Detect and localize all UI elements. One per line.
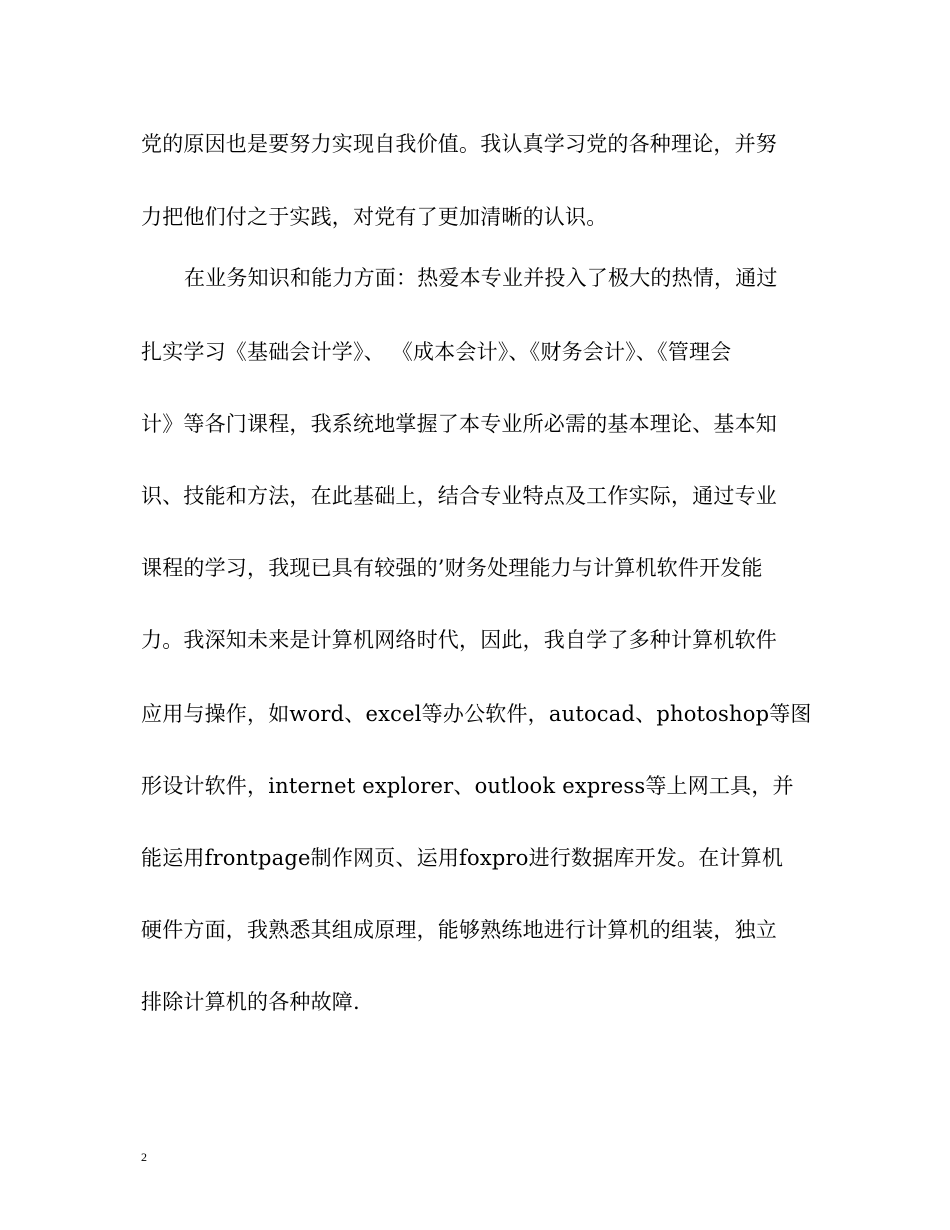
text-line: 力把他们付之于实践，对党有了更加清晰的认识。 xyxy=(141,205,608,229)
text-line: 形设计软件，internet explorer、outlook express等上网工具，并 xyxy=(141,774,794,798)
page-number: 2 xyxy=(141,1150,147,1164)
text-line: 扎实学习《基础会计学》、 《成本会计》、《财务会计》、《管理会 xyxy=(141,340,732,364)
text-line: 排除计算机的各种故障. xyxy=(141,990,360,1014)
text-line: 计》等各门课程，我系统地掌握了本专业所必需的基本理论、基本知 xyxy=(141,412,777,436)
paragraph-start-line: 在业务知识和能力方面：热爱本专业并投入了极大的热情，通过 xyxy=(184,266,778,290)
text-line: 力。我深知未来是计算机网络时代，因此，我自学了多种计算机软件 xyxy=(141,628,777,652)
text-line: 硬件方面，我熟悉其组成原理，能够熟练地进行计算机的组装，独立 xyxy=(141,918,777,942)
text-line: 识、技能和方法，在此基础上，结合专业特点及工作实际，通过专业 xyxy=(141,484,777,508)
text-line: 课程的学习，我现已具有较强的’财务处理能力与计算机软件开发能 xyxy=(141,556,763,580)
text-line: 应用与操作，如word、excel等办公软件，autocad、photoshop等图 xyxy=(141,702,812,726)
text-line: 能运用frontpage制作网页、运用foxpro进行数据库开发。在计算机 xyxy=(141,846,784,870)
text-line: 党的原因也是要努力实现自我价值。我认真学习党的各种理论，并努 xyxy=(141,132,777,156)
